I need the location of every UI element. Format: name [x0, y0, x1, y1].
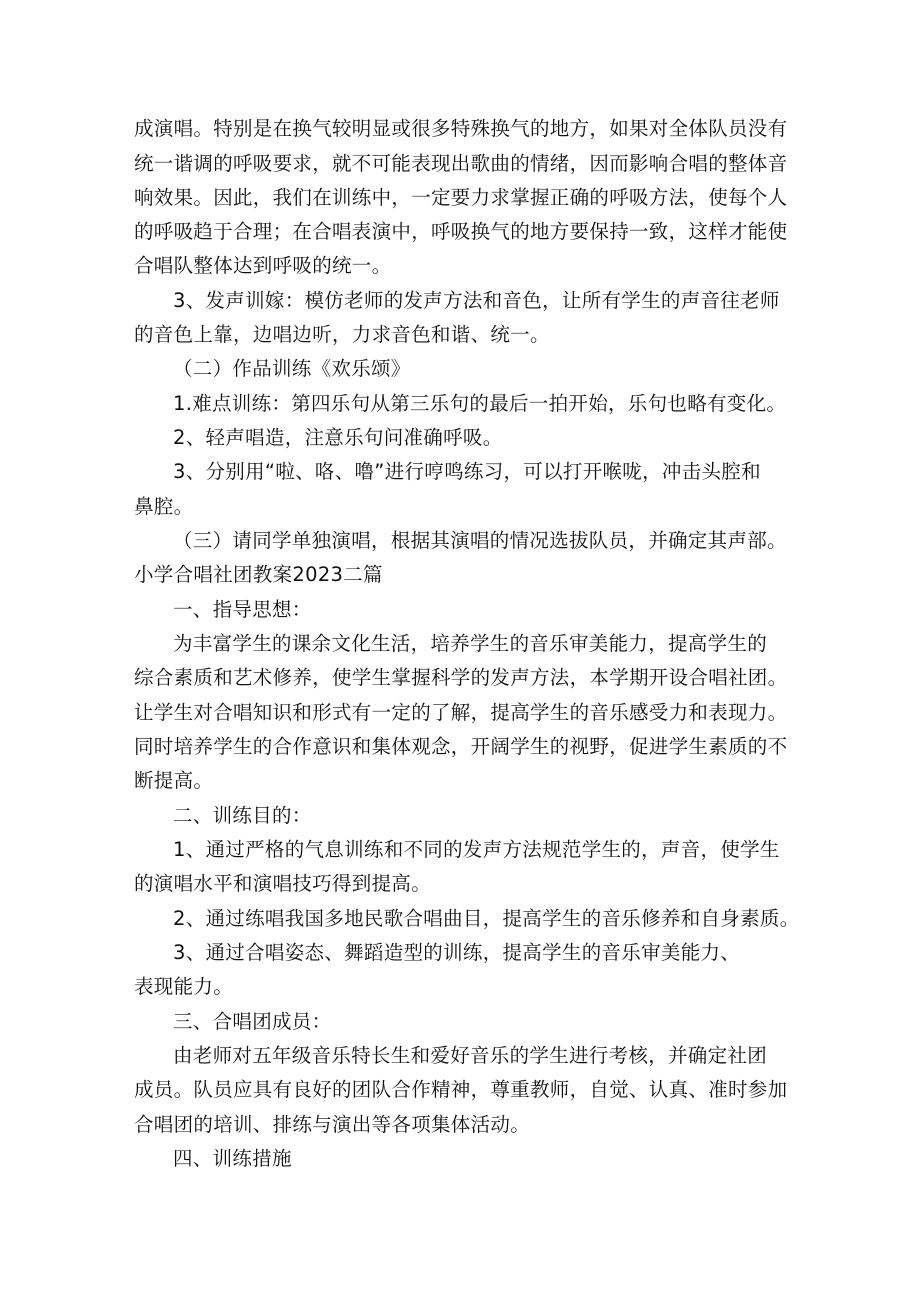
paragraph-line: 3、通过合唱姿态、舞蹈造型的训练，提高学生的音乐审美能力、	[173, 941, 741, 964]
paragraph-line: 成员。队员应具有良好的团队合作精神，尊重教师，自觉、认真、准时参加	[134, 1078, 788, 1101]
paragraph-line: 断提高。	[134, 769, 214, 792]
paragraph-line: 成演唱。特别是在换气较明显或很多特殊换气的地方，如果对全体队员没有	[134, 117, 788, 140]
paragraph-line: 1、通过严格的气息训练和不同的发声方法规范学生的，声音，使学生	[173, 838, 780, 861]
paragraph-line: 的音色上靠，边唱边听，力求音色和谐、统一。	[134, 323, 550, 346]
paragraph-line: 的呼吸趋于合理；在合唱表演中，呼吸换气的地方要保持一致，这样才能使	[134, 220, 788, 243]
section-heading: 三、合唱团成员：	[173, 1010, 332, 1033]
paragraph-line: 响效果。因此，我们在训练中，一定要力求掌握正确的呼吸方法，使每个人	[134, 186, 788, 209]
paragraph-line: （三）请同学单独演唱，根据其演唱的情况选拔队员，并确定其声部。	[173, 529, 787, 552]
paragraph-line: 3、分别用“啦、咯、噜”进行哼鸣练习，可以打开喉咙，冲击头腔和	[173, 460, 761, 483]
paragraph-line: 表现能力。	[134, 975, 234, 998]
paragraph-line: 合唱团的培训、排练与演出等各项集体活动。	[134, 1113, 531, 1136]
paragraph-line: 统一谐调的呼吸要求，就不可能表现出歌曲的情绪，因而影响合唱的整体音	[134, 152, 788, 175]
section-heading: （二）作品训练《欢乐颂》	[173, 357, 411, 380]
paragraph-line: 的演唱水平和演唱技巧得到提高。	[134, 872, 432, 895]
paragraph-line: 2、通过练唱我国多地民歌合唱曲目，提高学生的音乐修养和自身素质。	[173, 907, 800, 930]
paragraph-line: 鼻腔。	[134, 495, 194, 518]
paragraph-line: 合唱队整体达到呼吸的统一。	[134, 254, 392, 277]
paragraph-line: 2、轻声唱造，注意乐句问准确呼吸。	[173, 426, 503, 449]
paragraph-line: 3、发声训嫁：模仿老师的发声方法和音色，让所有学生的声音往老师	[173, 289, 780, 312]
paragraph-line: 让学生对合唱知识和形式有一定的了解，提高学生的音乐感受力和表现力。	[134, 701, 788, 724]
paragraph-line: 1.难点训练：第四乐句从第三乐句的最后一拍开始，乐句也略有变化。	[173, 392, 787, 415]
paragraph-line: 为丰富学生的课余文化生活，培养学生的音乐审美能力，提高学生的	[173, 632, 768, 655]
paragraph-line: 同时培养学生的合作意识和集体观念，开阔学生的视野，促进学生素质的不	[134, 735, 788, 758]
section-heading: 二、训练目的：	[173, 804, 312, 827]
section-heading: 四、训练措施	[173, 1147, 292, 1170]
paragraph-line: 由老师对五年级音乐特长生和爱好音乐的学生进行考核，并确定社团	[173, 1044, 768, 1067]
section-heading: 一、指导思想：	[173, 598, 312, 621]
paragraph-line: 综合素质和艺术修养，使学生掌握科学的发声方法，本学期开设合唱社团。	[134, 666, 788, 689]
document-title: 小学合唱社团教案2023二篇	[134, 563, 383, 586]
